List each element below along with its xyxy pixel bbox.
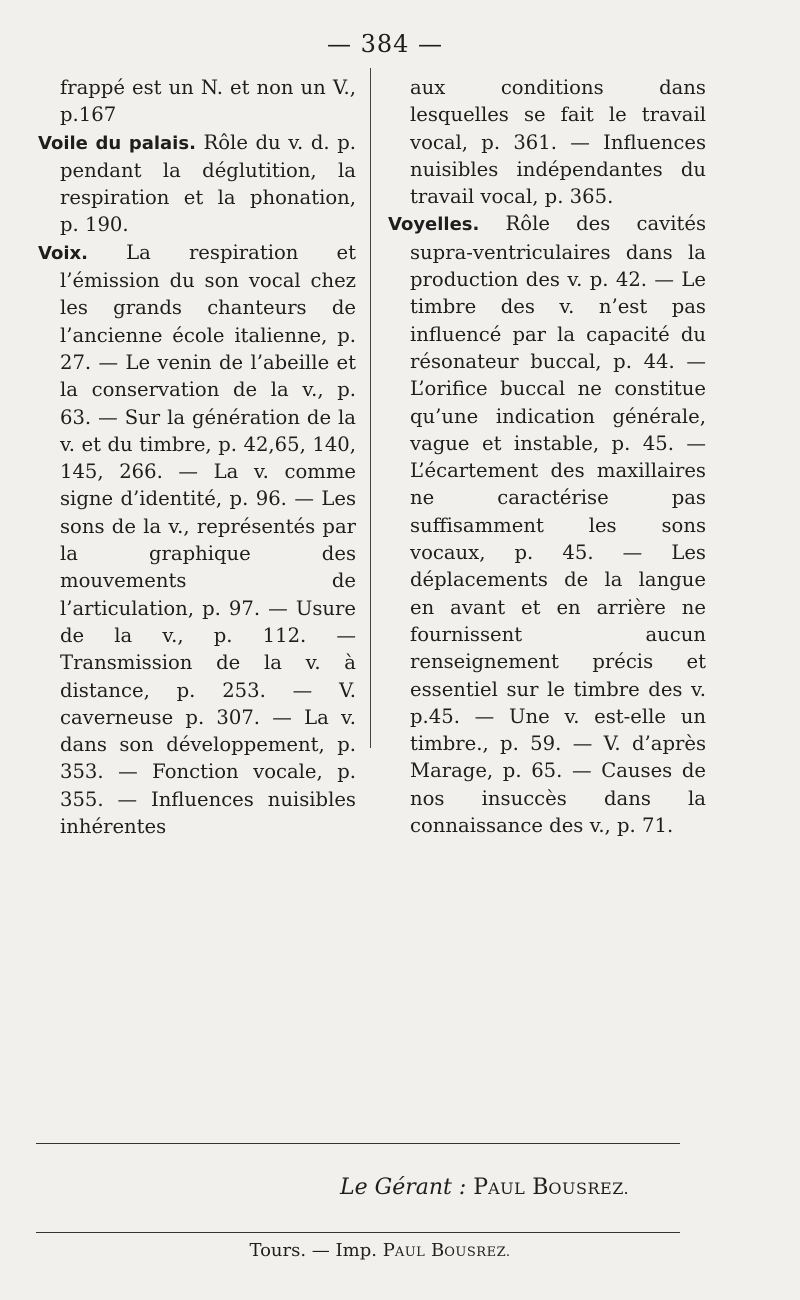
gerant-label: Le Gérant : (340, 1175, 467, 1200)
index-entry-headword: Voile du palais. (38, 132, 196, 154)
index-entry-text: frappé est un N. et non un V., p.167 (60, 76, 356, 127)
index-entry (388, 210, 706, 839)
index-entry-text: La respiration et l’émission du son vocal chez les grands chanteurs de l’ancienne école italienne, p. 27. — Le venin de l’abeille et la conservation de la v., p. 63. — Sur la génération de la v. et du timbre, p. 42,65, 140, 145, 266. — La v. comme signe d’identité, p. 96. — Les sons de la v., représentés par la graphique des mouvements de l’articulation, p. 97. — Usure de la v., p. 112. — Transmission de la v. à distance, p. 253. — V. caverneuse p. 307. — La v. dans son développement, p. 353. — Fonction vocale, p. 355. — Influences nuisibles inhérentes (60, 240, 356, 839)
index-entry-headword: Voyelles. (388, 214, 480, 236)
gerant-signature (340, 1175, 629, 1200)
index-entry (38, 74, 356, 129)
index-entry-headword: Voix. (38, 242, 88, 264)
index-entry (38, 129, 356, 239)
imprint-prefix: Tours. — Imp. (249, 1240, 377, 1261)
index-entry-text: aux conditions dans lesquelles se fait le travail vocal, p. 361. — Influences nuisibles indépendantes du travail vocal, p. 365. (410, 76, 706, 209)
page-number: — 384 — (326, 30, 444, 58)
index-entry-text: Rôle du v. d. p. pendant la déglutition, la respiration et la phonation, p. 190. (60, 130, 356, 237)
gerant-name: PAUL BOUSREZ. (473, 1175, 630, 1200)
column-divider (370, 68, 371, 748)
index-entry-text: Rôle des cavités supra-ventriculaires dans la production des v. p. 42. — Le timbre des v. n’est pas influencé par la capacité du résonateur buccal, p. 44. — L’orifice buccal ne constitue qu’une indication générale, vague et instable, p. 45. — L’écartement des maxillaires ne caractérise pas suffisamment les sons vocaux, p. 45. — Les déplacements de la langue en avant et en arrière ne fournissent aucun renseignement précis et essentiel sur le timbre des v. p.45. — Une v. est-elle un timbre., p. 59. — V. d’après Marage, p. 65. — Causes de nos insuccès dans la connaissance des v., p. 71. (410, 212, 706, 838)
left-column (38, 74, 356, 840)
index-entry (388, 74, 706, 210)
right-column (388, 74, 706, 839)
imprint-line (0, 1240, 760, 1261)
footer-rule-bottom (36, 1232, 680, 1233)
index-entry (38, 239, 356, 841)
imprint-name: PAUL BOUSREZ. (382, 1240, 511, 1261)
footer-rule-top (36, 1143, 680, 1144)
